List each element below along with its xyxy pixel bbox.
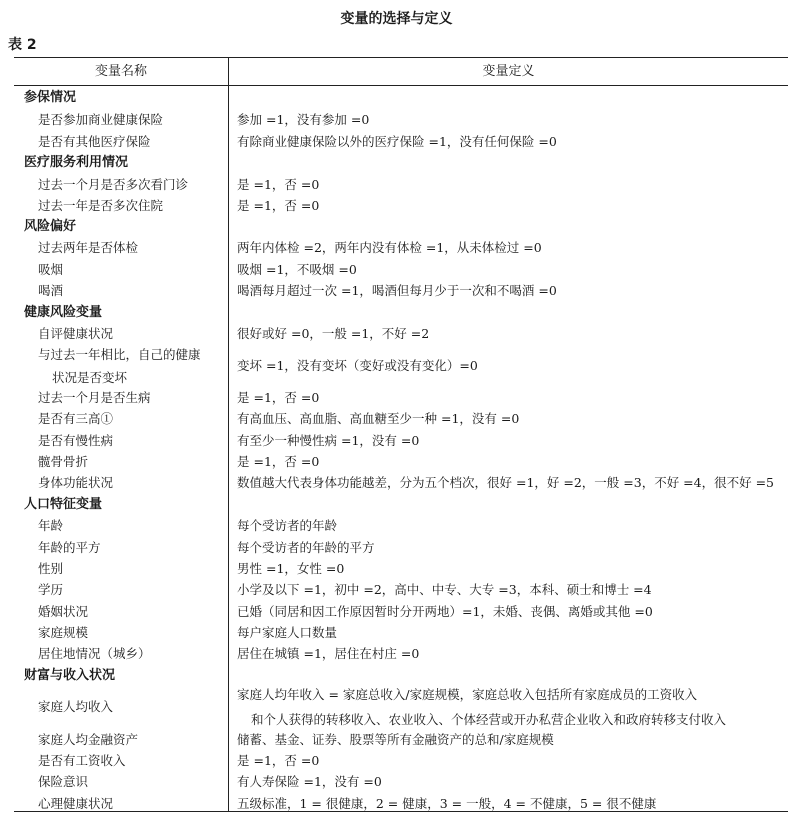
variable-name: 状况是否变坏	[52, 370, 128, 385]
variable-name: 是否有三高①	[38, 411, 114, 426]
variable-definition: 喝酒每月超过一次 =1，喝酒但每月少于一次和不喝酒 =0	[237, 283, 557, 298]
variable-name: 自评健康状况	[38, 326, 114, 341]
variable-name: 心理健康状况	[38, 796, 114, 811]
variable-definition: 有人寿保险 =1，没有 =0	[237, 774, 382, 789]
variable-name: 是否有其他医疗保险	[38, 134, 151, 149]
variable-definition: 是 =1，否 =0	[237, 753, 320, 768]
variable-definition: 已婚（同居和因工作原因暂时分开两地）=1，未婚、丧偶、离婚或其他 =0	[237, 604, 653, 619]
variable-name: 过去一个月是否生病	[38, 390, 151, 405]
column-header-variable-name: 变量名称	[94, 64, 147, 79]
variable-definition: 和个人获得的转移收入、农业收入、个体经营或开办私营企业收入和政府转移支付收入	[251, 712, 727, 727]
variable-definition: 很好或好 =0，一般 =1，不好 =2	[237, 326, 430, 341]
variable-definition: 数值越大代表身体功能越差，分为五个档次，很好 =1，好 =2，一般 =3，不好 =4，很不好 =5	[237, 475, 775, 490]
variable-definition: 储蓄、基金、证券、股票等所有金融资产的总和/家庭规模	[237, 732, 554, 747]
variable-definition: 每个受访者的年龄	[237, 518, 338, 533]
category-label: 人口特征变量	[24, 497, 103, 512]
category-label: 健康风险变量	[24, 305, 103, 320]
variable-name: 家庭人均金融资产	[38, 732, 139, 747]
variable-name: 喝酒	[38, 283, 64, 298]
column-separator	[228, 57, 229, 811]
variable-name: 家庭规模	[38, 625, 89, 640]
category-label: 财富与收入状况	[24, 668, 116, 683]
variable-definition: 参加 =1，没有参加 =0	[237, 112, 370, 127]
variable-definition: 是 =1，否 =0	[237, 198, 320, 213]
variable-name: 是否有工资收入	[38, 753, 126, 768]
variable-definition: 小学及以下 =1，初中 =2，高中、中专、大专 =3，本科、硕士和博士 =4	[237, 582, 652, 597]
category-label: 风险偏好	[24, 219, 77, 234]
category-label: 参保情况	[24, 90, 77, 105]
category-label: 医疗服务利用情况	[24, 155, 129, 170]
variable-name: 吸烟	[38, 262, 64, 277]
document-title: 变量的选择与定义	[340, 11, 453, 27]
variable-definition: 是 =1，否 =0	[237, 390, 320, 405]
variable-definition: 是 =1，否 =0	[237, 454, 320, 469]
variable-definition: 变坏 =1，没有变坏（变好或没有变化）=0	[237, 358, 478, 373]
variable-name: 过去一年是否多次住院	[38, 198, 164, 213]
variable-definition: 有除商业健康保险以外的医疗保险 =1，没有任何保险 =0	[237, 134, 557, 149]
variable-definition: 是 =1，否 =0	[237, 177, 320, 192]
column-header-variable-definition: 变量定义	[482, 64, 535, 79]
variable-definition: 五级标准，1 = 很健康，2 = 健康，3 = 一般，4 = 不健康，5 = 很不健康	[237, 796, 657, 811]
variable-definition: 每户家庭人口数量	[237, 625, 338, 640]
table-label: 表 2	[8, 37, 37, 53]
variable-name: 身体功能状况	[38, 475, 114, 490]
variable-name: 居住地情况（城乡）	[38, 646, 151, 661]
variable-name: 是否参加商业健康保险	[38, 112, 164, 127]
variable-name: 过去两年是否体检	[38, 240, 139, 255]
variable-name: 家庭人均收入	[38, 699, 114, 714]
variable-name: 婚姻状况	[38, 604, 89, 619]
table-header-rule	[14, 85, 788, 86]
variable-definition: 有高血压、高血脂、高血糖至少一种 =1，没有 =0	[237, 411, 520, 426]
variable-definition: 吸烟 =1，不吸烟 =0	[237, 262, 357, 277]
variable-name: 是否有慢性病	[38, 433, 114, 448]
variable-name: 过去一个月是否多次看门诊	[38, 177, 189, 192]
variable-name: 保险意识	[38, 774, 89, 789]
variable-name: 性别	[38, 561, 64, 576]
variable-name: 学历	[38, 582, 64, 597]
variable-name: 年龄	[38, 518, 64, 533]
variable-name: 年龄的平方	[38, 540, 101, 555]
variable-definition: 两年内体检 =2，两年内没有体检 =1，从未体检过 =0	[237, 240, 542, 255]
variable-definition: 每个受访者的年龄的平方	[237, 540, 375, 555]
table-top-rule	[14, 57, 788, 58]
variable-name: 与过去一年相比，自己的健康	[38, 347, 201, 362]
variable-definition: 家庭人均年收入 = 家庭总收入/家庭规模，家庭总收入包括所有家庭成员的工资收入	[237, 687, 698, 702]
variable-name: 髋骨骨折	[38, 454, 89, 469]
variable-definition: 有至少一种慢性病 =1，没有 =0	[237, 433, 420, 448]
variable-definition: 居住在城镇 =1，居住在村庄 =0	[237, 646, 420, 661]
variable-definition: 男性 =1，女性 =0	[237, 561, 345, 576]
